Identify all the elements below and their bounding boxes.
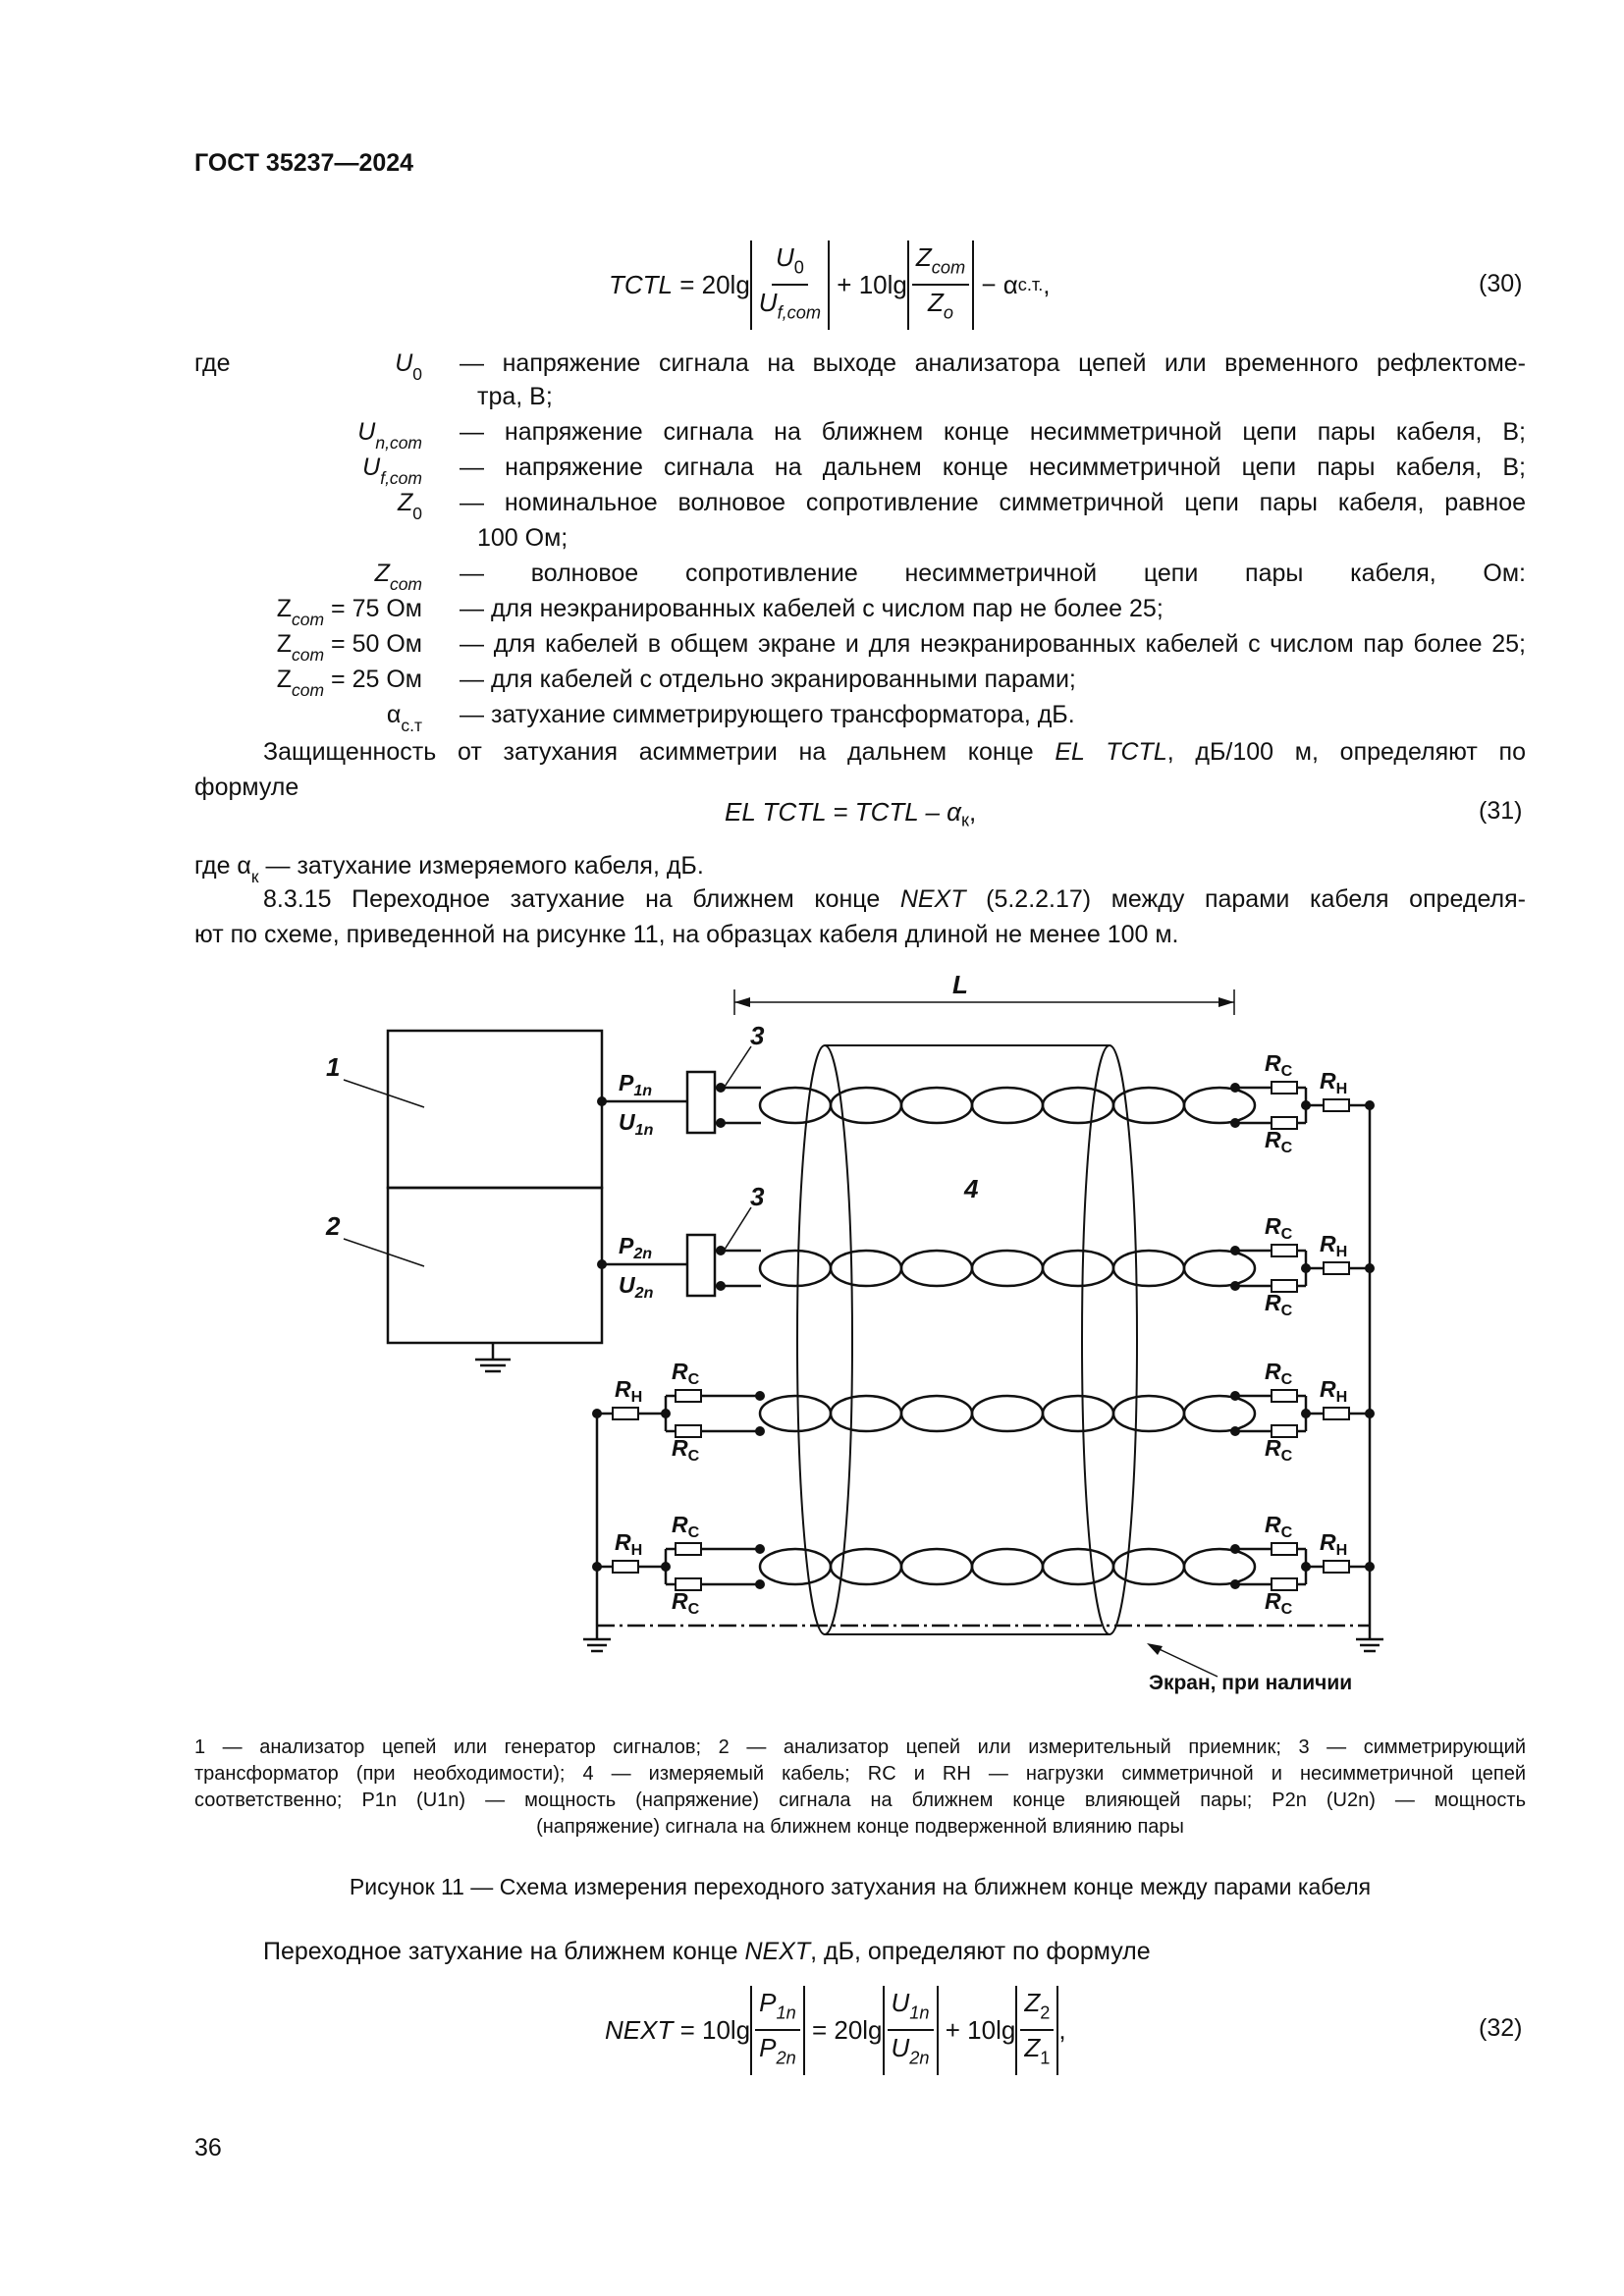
paragraph: 8.3.15 Переходное затухание на ближнем конце NEXT (5.2.2.17) между парами кабеля определя- — [263, 885, 1526, 913]
twisted-pair-loop — [831, 1251, 901, 1286]
rh-label: $R_Н$ — [1320, 1068, 1348, 1097]
definition-text: 100 Ом; — [477, 524, 568, 552]
paragraph: Защищенность от затухания асимметрии на дальнем конце EL TCTL, дБ/100 м, определяют по — [263, 738, 1526, 766]
junction-dot — [755, 1579, 765, 1589]
twisted-pair-loop — [972, 1088, 1043, 1123]
junction-dot — [1230, 1118, 1240, 1128]
formula-tail: − α — [981, 269, 1018, 299]
definition-row — [194, 591, 1526, 629]
resistor-rh — [1324, 1262, 1349, 1274]
definition-symbol: $U_0$ — [395, 349, 422, 384]
twisted-pair-loop — [1184, 1396, 1255, 1431]
rc-label: $R_C$ — [1265, 1359, 1293, 1388]
rc-label: $R_C$ — [1265, 1588, 1293, 1618]
definition-symbol: $Z_{com} = 75$ Ом — [276, 595, 422, 629]
junction-dot — [661, 1409, 671, 1418]
paragraph-cont: формуле — [194, 774, 299, 801]
definition-row — [194, 556, 1526, 594]
rh-label: $R_Н$ — [1320, 1376, 1348, 1406]
rc-label: $R_C$ — [1265, 1290, 1293, 1319]
twisted-pair-loop — [901, 1088, 972, 1123]
twisted-pair-loop — [760, 1396, 831, 1431]
rc-label: $R_C$ — [1265, 1435, 1293, 1465]
junction-dot — [716, 1281, 726, 1291]
definition-text: — для кабелей в общем экране и для неэкранированных кабелей с числом пар более 25; — [460, 630, 1526, 658]
junction-dot — [597, 1096, 607, 1106]
definition-row — [194, 346, 1526, 384]
twisted-pair-loop — [1113, 1251, 1184, 1286]
equation-number: (32) — [1479, 2014, 1523, 2042]
callout-1: 1 — [326, 1052, 341, 1082]
rc-label: $R_C$ — [672, 1588, 700, 1618]
definition-row — [194, 697, 1526, 735]
definition-text: — номинальное волновое сопротивление симметричной цепи пары кабеля, равное — [460, 489, 1526, 516]
figure-legend: 1 — анализатор цепей или генератор сигналов; 2 — анализатор цепей или измерительный приемник; 3 — симметрирующий трансформатор (при необходимости); 4 — измеряемый кабель; RС и RН — нагрузки симметричной и несимметричной цепей соответственно; P1n (U1n) — мощность (напряжение) сигнала на ближнем конце влияющей пары; P2n (U2n) — мощность (напряжение) сигнала на ближнем конце подверженной влиянию пары — [194, 1736, 1526, 1838]
junction-dot — [755, 1426, 765, 1436]
page-number: 36 — [194, 2134, 222, 2162]
formula-coef: 10lg — [858, 269, 907, 299]
definition-text: — для кабелей с отдельно экранированными парами; — [460, 666, 1076, 693]
rh-label: $R_Н$ — [1320, 1529, 1348, 1559]
junction-dot — [1301, 1409, 1311, 1418]
u1n-label: $U_{1n}$ — [619, 1109, 654, 1139]
rc-label: $R_C$ — [1265, 1127, 1293, 1156]
rc-label: $R_C$ — [1265, 1213, 1293, 1243]
junction-dot — [1230, 1083, 1240, 1093]
figure-title: Рисунок 11 — Схема измерения переходного затухания на ближнем конце между парами кабеля — [349, 1874, 1372, 1899]
formula-32: NEXT = 10lg $\frac{P_{1n}}{P_{2n}}$ = 20lg $\frac{U_{1n}}{U_{2n}}$ + 10lg $\frac{Z_2}{Z_1}$ , — [605, 1989, 1066, 2071]
paragraph: где $\alpha_к$ — затухание измеряемого кабеля, дБ. — [194, 852, 704, 886]
dimension-label: L — [952, 970, 968, 999]
twisted-pair-loop — [1113, 1549, 1184, 1584]
resistor-rh — [1324, 1099, 1349, 1111]
junction-dot — [597, 1259, 607, 1269]
definition-symbol: $Z_{com} = 50$ Ом — [276, 630, 422, 665]
twisted-pair-loop — [1043, 1251, 1113, 1286]
junction-dot — [1365, 1263, 1375, 1273]
twisted-pair-loop — [760, 1549, 831, 1584]
definition-symbol: $U_{f,com}$ — [362, 454, 422, 488]
twisted-pair-loop — [1184, 1251, 1255, 1286]
definition-text: — напряжение сигнала на ближнем конце несимметричной цепи пары кабеля, В; — [460, 418, 1526, 446]
junction-dot — [1230, 1246, 1240, 1255]
junction-dot — [716, 1246, 726, 1255]
twisted-pair-loop — [901, 1396, 972, 1431]
definition-row — [194, 626, 1526, 665]
document-header: ГОСТ 35237—2024 — [194, 149, 414, 177]
definition-symbol: $Z_0$ — [397, 489, 422, 523]
rh-label: $R_Н$ — [615, 1529, 643, 1559]
junction-dot — [1301, 1562, 1311, 1572]
callout-3: 3 — [750, 1182, 765, 1211]
resistor-rh — [1324, 1561, 1349, 1573]
screen-label: Экран, при наличии — [1149, 1672, 1353, 1694]
definition-text: — волновое сопротивление несимметричной цепи пары кабеля, Ом: — [460, 560, 1526, 587]
junction-dot — [716, 1083, 726, 1093]
junction-dot — [755, 1544, 765, 1554]
junction-dot — [1365, 1409, 1375, 1418]
twisted-pair-loop — [972, 1251, 1043, 1286]
definition-symbol: $Z_{com} = 25$ Ом — [276, 666, 422, 700]
formula-31: EL TCTL = TCTL – $\alpha_к$, — [725, 797, 977, 830]
twisted-pair-loop — [901, 1251, 972, 1286]
definition-text: тра, В; — [477, 383, 553, 410]
resistor-rc — [676, 1390, 701, 1402]
junction-dot — [1365, 1562, 1375, 1572]
formula-abs: $\frac{U_0}{U_{f,com}}$ — [750, 240, 830, 330]
twisted-pair-loop — [1043, 1088, 1113, 1123]
junction-dot — [1230, 1579, 1240, 1589]
equation-number: (30) — [1479, 270, 1523, 297]
rc-label: $R_C$ — [672, 1435, 700, 1465]
rc-label: $R_C$ — [672, 1359, 700, 1388]
paragraph-cont: ют по схеме, приведенной на рисунке 11, на образцах кабеля длиной не менее 100 м. — [194, 921, 1179, 948]
junction-dot — [661, 1562, 671, 1572]
twisted-pair-loop — [760, 1251, 831, 1286]
junction-dot — [592, 1409, 602, 1418]
definition-symbol: $\alpha_{с.т}$ — [386, 701, 422, 735]
definition-symbol: $Z_{com}$ — [374, 560, 422, 594]
definition-row — [194, 450, 1526, 488]
resistor-rc — [1272, 1390, 1297, 1402]
definition-symbol: $U_{n,com}$ — [357, 418, 422, 453]
circuit-diagram — [295, 967, 1424, 1713]
twisted-pair-loop — [1184, 1549, 1255, 1584]
paragraph: Переходное затухание на ближнем конце NEXT, дБ, определяют по формуле — [263, 1938, 1151, 1965]
formula-lhs: TCTL — [609, 269, 673, 299]
definition-row — [194, 414, 1526, 453]
where-label: где — [194, 349, 231, 377]
twisted-pair-loop — [1113, 1088, 1184, 1123]
junction-dot — [1230, 1426, 1240, 1436]
rh-label: $R_Н$ — [615, 1376, 643, 1406]
definition-row — [194, 379, 1526, 414]
junction-dot — [1230, 1391, 1240, 1401]
resistor-rh — [1324, 1408, 1349, 1419]
junction-dot — [755, 1391, 765, 1401]
twisted-pair-loop — [1113, 1396, 1184, 1431]
callout-4: 4 — [964, 1174, 979, 1203]
twisted-pair-loop — [1184, 1088, 1255, 1123]
junction-dot — [716, 1118, 726, 1128]
rh-label: $R_Н$ — [1320, 1231, 1348, 1260]
callout-2: 2 — [326, 1211, 341, 1241]
junction-dot — [1230, 1544, 1240, 1554]
u2n-label: $U_{2n}$ — [619, 1272, 654, 1302]
rc-label: $R_C$ — [1265, 1050, 1293, 1080]
definition-text: — затухание симметрирующего трансформатора, дБ. — [460, 701, 1075, 728]
twisted-pair-loop — [1043, 1549, 1113, 1584]
p2n-label: $P_{2n}$ — [619, 1233, 653, 1262]
junction-dot — [592, 1562, 602, 1572]
formula-coef: 20lg — [701, 269, 750, 299]
p1n-label: $P_{1n}$ — [619, 1070, 653, 1099]
definition-text: — для неэкранированных кабелей с числом пар не более 25; — [460, 595, 1164, 622]
junction-dot — [1301, 1100, 1311, 1110]
twisted-pair-loop — [831, 1549, 901, 1584]
twisted-pair-loop — [760, 1088, 831, 1123]
definition-row — [194, 520, 1526, 556]
twisted-pair-loop — [831, 1396, 901, 1431]
definition-text: — напряжение сигнала на дальнем конце несимметричной цепи пары кабеля, В; — [460, 454, 1526, 481]
callout-3: 3 — [750, 1021, 765, 1050]
resistor-rc — [1272, 1245, 1297, 1256]
twisted-pair-loop — [1043, 1396, 1113, 1431]
resistor-rh — [613, 1561, 638, 1573]
formula-30: TCTL = 20lg $\frac{U_0}{U_{f,com}}$ + 10lg $\frac{Z_{com}}{Z_o}$ − α с.т. , — [609, 243, 1051, 326]
resistor-rh — [613, 1408, 638, 1419]
rc-label: $R_C$ — [1265, 1512, 1293, 1541]
definition-text: — напряжение сигнала на выходе анализатора цепей или временного рефлектоме- — [460, 349, 1526, 377]
resistor-rc — [1272, 1543, 1297, 1555]
resistor-rc — [676, 1543, 701, 1555]
definition-row — [194, 662, 1526, 700]
twisted-pair-loop — [972, 1396, 1043, 1431]
equation-number: (31) — [1479, 797, 1523, 825]
junction-dot — [1365, 1100, 1375, 1110]
twisted-pair-loop — [972, 1549, 1043, 1584]
rc-label: $R_C$ — [672, 1512, 700, 1541]
junction-dot — [1230, 1281, 1240, 1291]
twisted-pair-loop — [901, 1549, 972, 1584]
definition-row — [194, 485, 1526, 523]
resistor-rc — [1272, 1082, 1297, 1094]
formula-abs: $\frac{Z_{com}}{Z_o}$ — [907, 240, 974, 330]
junction-dot — [1301, 1263, 1311, 1273]
